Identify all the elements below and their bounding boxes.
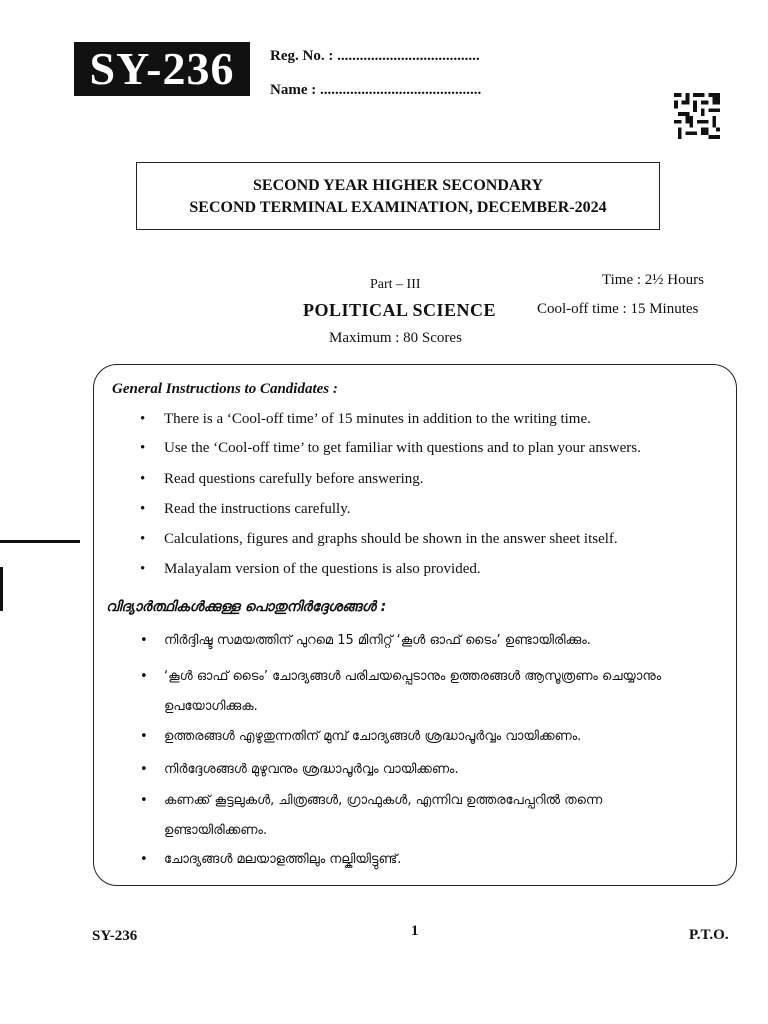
bullet: • — [140, 669, 148, 684]
bullet: • — [140, 793, 148, 808]
bullet: • — [140, 531, 146, 547]
paper-code-badge: SY-236 — [74, 42, 250, 96]
instructions-ml-heading: വിദ്യാർത്ഥികൾക്കുള്ള പൊതുനിർദ്ദേശങ്ങൾ : — [106, 599, 387, 615]
subject-title: POLITICAL SCIENCE — [303, 300, 497, 320]
instruction-text-ml: ‘കൂൾ ഓഫ് ടൈം’ ചോദ്യങ്ങൾ പരിചയപ്പെടാനും ഉത്തരങ്ങൾ ആസൂത്രണം ചെയ്യാനും ഉപയോഗിക്കുക. — [164, 669, 662, 714]
bullet: • — [140, 561, 146, 577]
bullet: • — [140, 762, 148, 777]
time-label: Time : 2½ Hours — [602, 272, 704, 288]
page-number: 1 — [411, 923, 419, 939]
bullet: • — [140, 501, 146, 517]
instruction-text: Calculations, figures and graphs should be shown in the answer sheet itself. — [164, 531, 618, 547]
instruction-text: Malayalam version of the questions is also provided. — [164, 561, 481, 577]
exam-title-box — [136, 162, 660, 230]
bullet: • — [140, 633, 148, 648]
instruction-text: Use the ‘Cool-off time’ to get familiar with questions and to plan your answers. — [164, 440, 641, 456]
instruction-text-ml: നിർദ്ദിഷ്ട സമയത്തിന് പുറമെ 15 മിനിറ്റ് ‘കൂൾ ഓഫ് ടൈം’ ഉണ്ടായിരിക്കും. — [164, 633, 591, 648]
footer-paper-code: SY-236 — [92, 928, 138, 944]
scan-edge-line — [0, 540, 80, 543]
instruction-text: There is a ‘Cool-off time’ of 15 minutes in addition to the writing time. — [164, 411, 591, 427]
instructions-en-heading: General Instructions to Candidates : — [112, 381, 338, 397]
instruction-text-ml: ഉത്തരങ്ങൾ എഴുതുന്നതിന് മുമ്പ് ചോദ്യങ്ങൾ ശ്രദ്ധാപൂർവ്വം വായിക്കണം. — [164, 729, 582, 744]
maximum-scores: Maximum : 80 Scores — [329, 330, 462, 346]
exam-title-line-1: SECOND YEAR HIGHER SECONDARY — [253, 177, 543, 194]
name-field: Name : ........................................... — [270, 82, 482, 98]
instruction-text: Read questions carefully before answering. — [164, 471, 424, 487]
bullet: • — [140, 852, 148, 867]
part-label: Part – III — [370, 277, 421, 292]
instruction-text-ml: കണക്ക് കൂട്ടലുകൾ, ചിത്രങ്ങൾ, ഗ്രാഫുകൾ, എന്നിവ ഉത്തരപേപ്പറിൽ തന്നെ ഉണ്ടായിരിക്കണം. — [164, 793, 603, 838]
cool-off-label: Cool-off time : 15 Minutes — [537, 301, 699, 317]
instruction-text-ml: നിർദ്ദേശങ്ങൾ മുഴുവനും ശ്രദ്ധാപൂർവ്വം വായിക്കണം. — [164, 762, 459, 777]
exam-title-line-2: SECOND TERMINAL EXAMINATION, DECEMBER-2024 — [189, 199, 607, 216]
instruction-text-ml: ചോദ്യങ്ങൾ മലയാളത്തിലും നല്കിയിട്ടുണ്ട്. — [164, 852, 402, 867]
bullet: • — [140, 411, 146, 427]
bullet: • — [140, 471, 146, 487]
bullet: • — [140, 729, 148, 744]
bullet: • — [140, 440, 146, 456]
scan-edge-mark — [0, 567, 3, 611]
pto-label: P.T.O. — [689, 927, 729, 943]
qr-code-icon — [673, 93, 721, 139]
instruction-text: Read the instructions carefully. — [164, 501, 351, 517]
reg-no-field: Reg. No. : ...................................... — [270, 48, 480, 64]
